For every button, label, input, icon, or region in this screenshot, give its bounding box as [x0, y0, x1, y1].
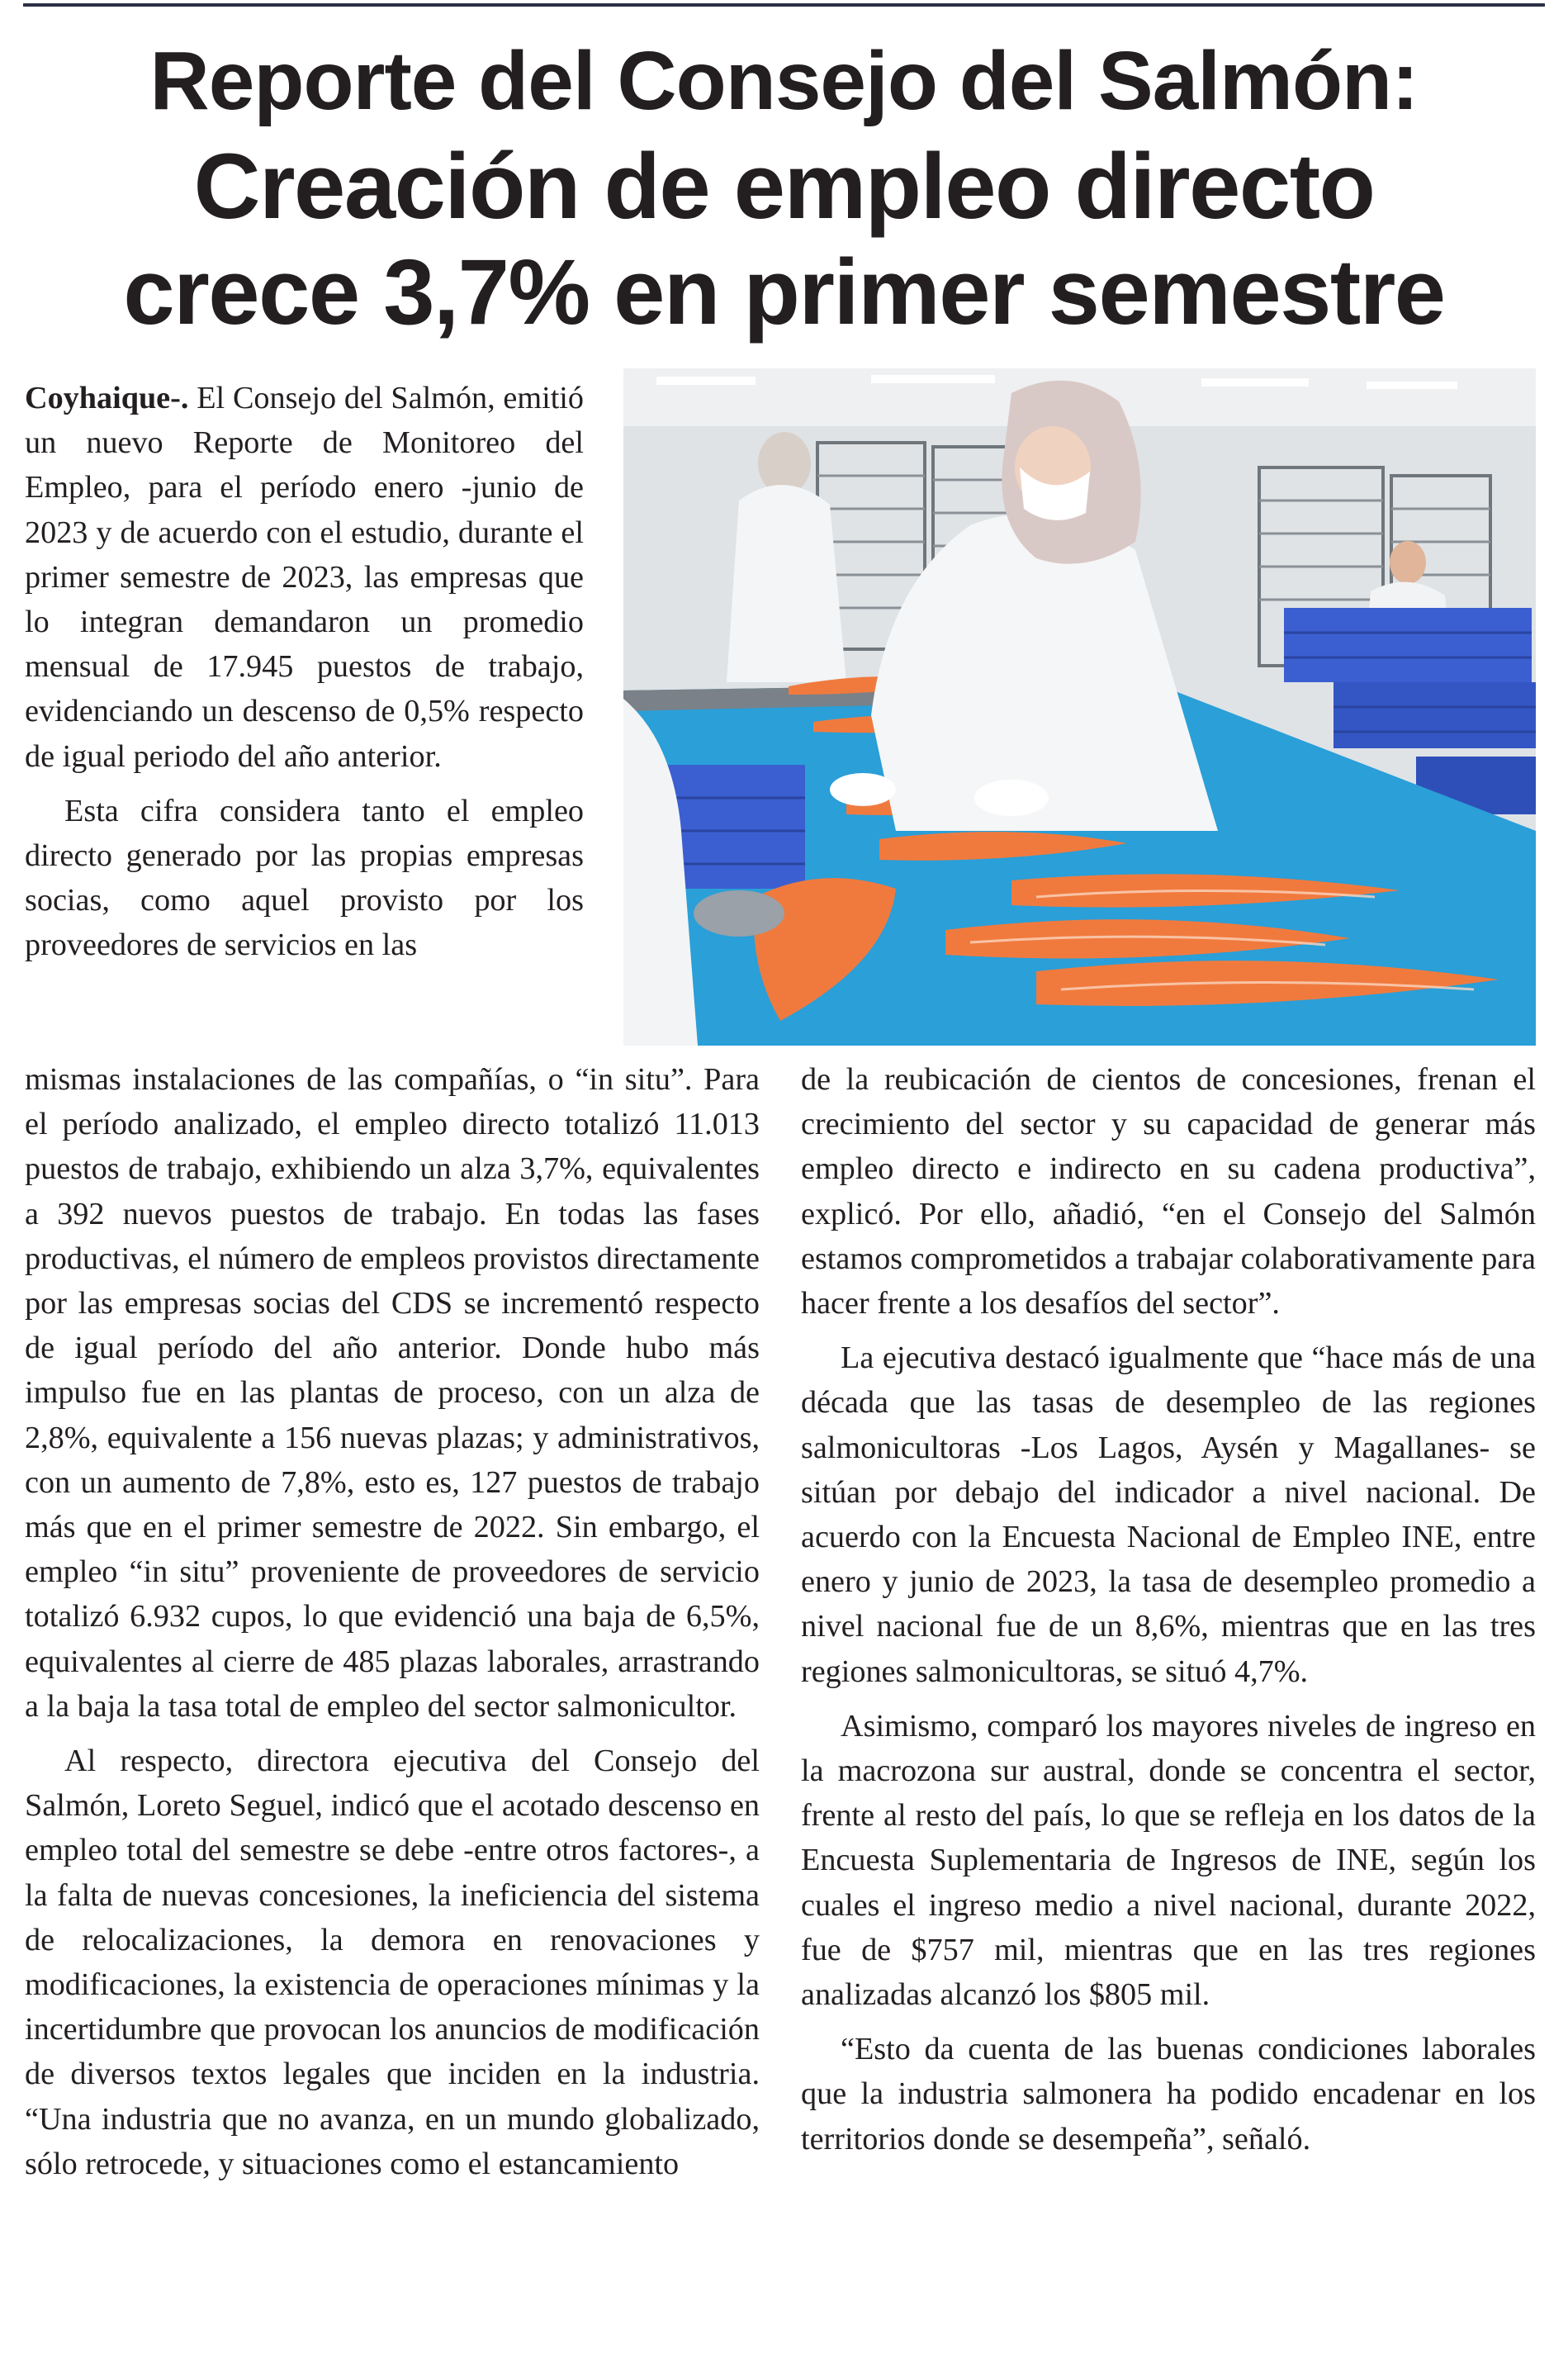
article-column-1: [25, 376, 584, 968]
paragraph: mismas instalaciones de las compañías, o “in situ”. Para el período analizado, el empleo directo totalizó 11.013 puestos de trabajo, exhibiendo un alza 3,7%, equivalentes a 392 nuevos puestos de trabajo. En todas las fases productivas, el número de empleos provistos directamente por las empresas socias del CDS se incrementó respecto de igual período del año anterior. Donde hubo más impulso fue en las plantas de proceso, con un alza de 2,8%, equivalente a 156 nuevas plazas; y administrativos, con un aumento de 7,8%, esto es, 127 puestos de trabajo más que en el primer semestre de 2022. Sin embargo, el empleo “in situ” proveniente de proveedores de servicio totalizó 6.932 cupos, lo que evidenció una baja de 6,5%, equivalentes al cierre de 485 plazas laborales, arrastrando a la baja la tasa total de empleo del sector salmonicultor.: [25, 1062, 760, 1724]
article-column-2: [25, 1057, 760, 2186]
paragraph: Esta cifra considera tanto el empleo directo generado por las propias empresas socias, como aquel provisto por los proveedores de servicios en las: [25, 793, 584, 963]
paragraph-text: El Consejo del Salmón, emitió un nuevo Reporte de Monitoreo del Empleo, para el período enero -junio de 2023 y de acuerdo con el estudio, durante el primer semestre de 2023, las empresas que lo integran demandaron un promedio mensual de 17.945 puestos de trabajo, evidenciando un descenso de 0,5% respecto de igual periodo del año anterior.: [25, 381, 585, 774]
paragraph: de la reubicación de cientos de concesiones, frenan el crecimiento del sector y su capacidad de generar más empleo directo e indirecto en su cadena productiva”, explicó. Por ello, añadió, “en el Consejo del Salmón estamos comprometidos a trabajar colaborativamente para hacer frente a los desafíos del sector”.: [801, 1062, 1536, 1321]
paragraph: “Esto da cuenta de las buenas condiciones laborales que la industria salmonera ha podido encadenar en los territorios donde se desempeña”, señaló.: [801, 2032, 1536, 2156]
paragraph: Al respecto, directora ejecutiva del Consejo del Salmón, Loreto Seguel, indicó que el acotado descenso en empleo total del semestre se debe -entre otros factores-, a la falta de nuevas concesiones, la ineficiencia del sistema de relocalizaciones, la demora en renovaciones y modificaciones, la existencia de operaciones mínimas y la incertidumbre que provocan los anuncios de modificación de diversos textos legales que inciden en la industria. “Una industria que no avanza, en un mundo globalizado, sólo retrocede, y situaciones como el estancamiento: [25, 1744, 760, 2181]
headline-line-2: Creación de empleo directo: [193, 135, 1375, 238]
paragraph: Asimismo, comparó los mayores niveles de ingreso en la macrozona sur austral, donde se concentra el sector, frente al resto del país, lo que se refleja en los datos de la Encuesta Suplementaria de Ingresos de INE, según los cuales el ingreso medio a nivel nacional, durante 2022, fue de $757 mil, mientras que en las tres regiones analizadas alcanzó los $805 mil.: [801, 1708, 1536, 2013]
paragraph: [25, 376, 584, 779]
dateline: Coyhaique-.: [25, 381, 189, 415]
article-column-3: [801, 1057, 1536, 2161]
headline-line-1: Reporte del Consejo del Salmón:: [149, 35, 1419, 127]
article-photo: [623, 368, 1536, 1046]
headline: [0, 28, 1568, 345]
paragraph: La ejecutiva destacó igualmente que “hace más de una década que las tasas de desempleo de las regiones salmonicultoras -Los Lagos, Aysén y Magallanes- se sitúan por debajo del indicador a nivel nacional. De acuerdo con la Encuesta Nacional de Empleo INE, entre enero y junio de 2023, la tasa de desempleo promedio a nivel nacional fue de un 8,6%, mientras que en las tres regiones salmonicultoras, se situó 4,7%.: [801, 1340, 1536, 1689]
top-rule: [23, 3, 1545, 7]
headline-line-3: crece 3,7% en primer semestre: [123, 240, 1445, 344]
